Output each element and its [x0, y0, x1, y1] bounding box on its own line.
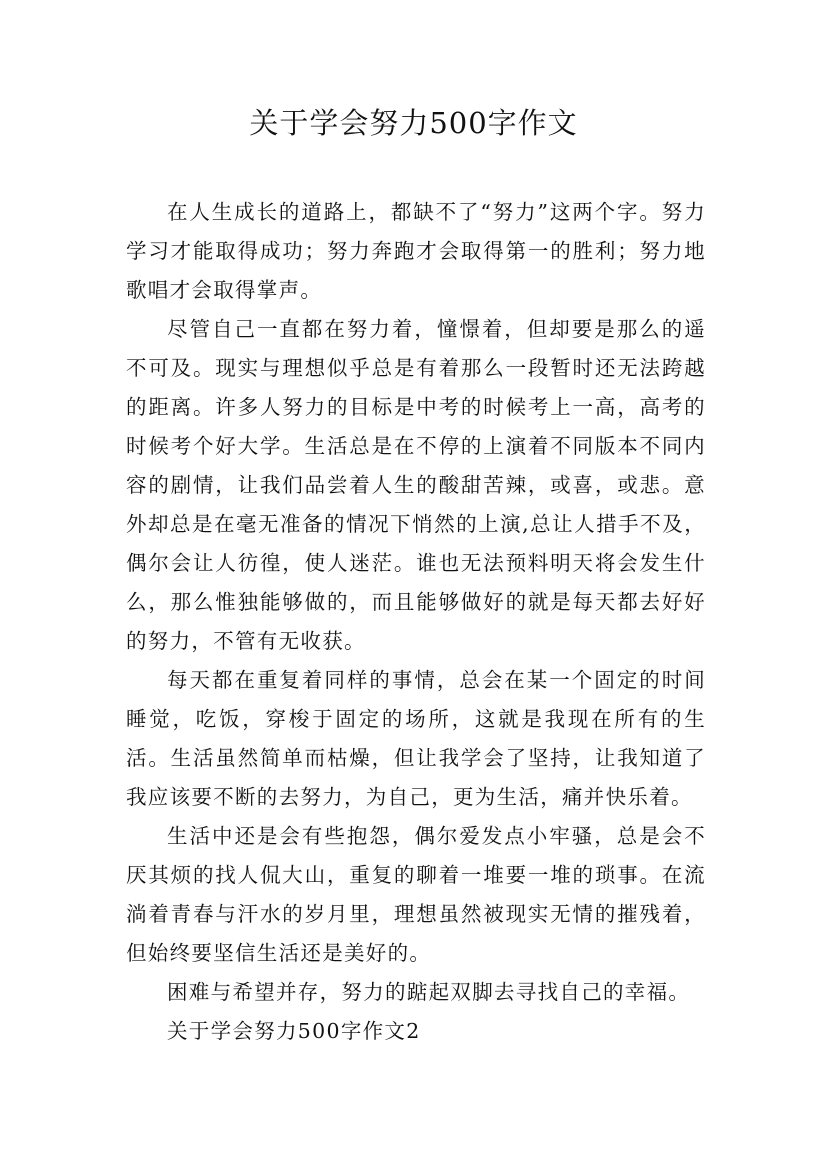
paragraph-1: 在人生成长的道路上，都缺不了“努力”这两个字。努力学习才能取得成功；努力奔跑才会取得第一的胜利；努力地歌唱才会取得掌声。 — [126, 200, 706, 302]
paragraph-4: 生活中还是会有些抱怨，偶尔爱发点小牢骚，总是会不厌其烦的找人侃大山，重复的聊着一堆要一堆的琐事。在流淌着青春与汗水的岁月里，理想虽然被现实无情的摧残着，但始终要坚信生活还是美好的。 — [126, 824, 706, 965]
paragraph-3: 每天都在重复着同样的事情，总会在某一个固定的时间睡觉，吃饭，穿梭于固定的场所，这就是我现在所有的生活。生活虽然简单而枯燥，但让我学会了坚持，让我知道了我应该要不断的去努力，为自己，更为生活，痛并快乐着。 — [126, 668, 706, 809]
document-title: 关于学会努力500字作文 — [249, 106, 578, 140]
paragraph-2: 尽管自己一直都在努力着，憧憬着，但却要是那么的遥不可及。现实与理想似乎总是有着那么一段暂时还无法跨越的距离。许多人努力的目标是中考的时候考上一高，高考的时候考个好大学。生活总是在不停的上演着不同版本不同内容的剧情，让我们品尝着人生的酸甜苦辣，或喜，或悲。意外却总是在毫无准备的情况下悄然的上演,总让人措手不及，偶尔会让人彷徨，使人迷茫。谁也无法预料明天将会发生什么，那么惟独能够做的，而且能够做好的就是每天都去好好的努力，不管有无收获。 — [126, 317, 706, 653]
paragraph-5: 困难与希望并存，努力的踮起双脚去寻找自己的幸福。 — [167, 980, 691, 1004]
subheading-essay-2: 关于学会努力500字作文2 — [167, 1019, 421, 1043]
document-body — [126, 193, 706, 1051]
